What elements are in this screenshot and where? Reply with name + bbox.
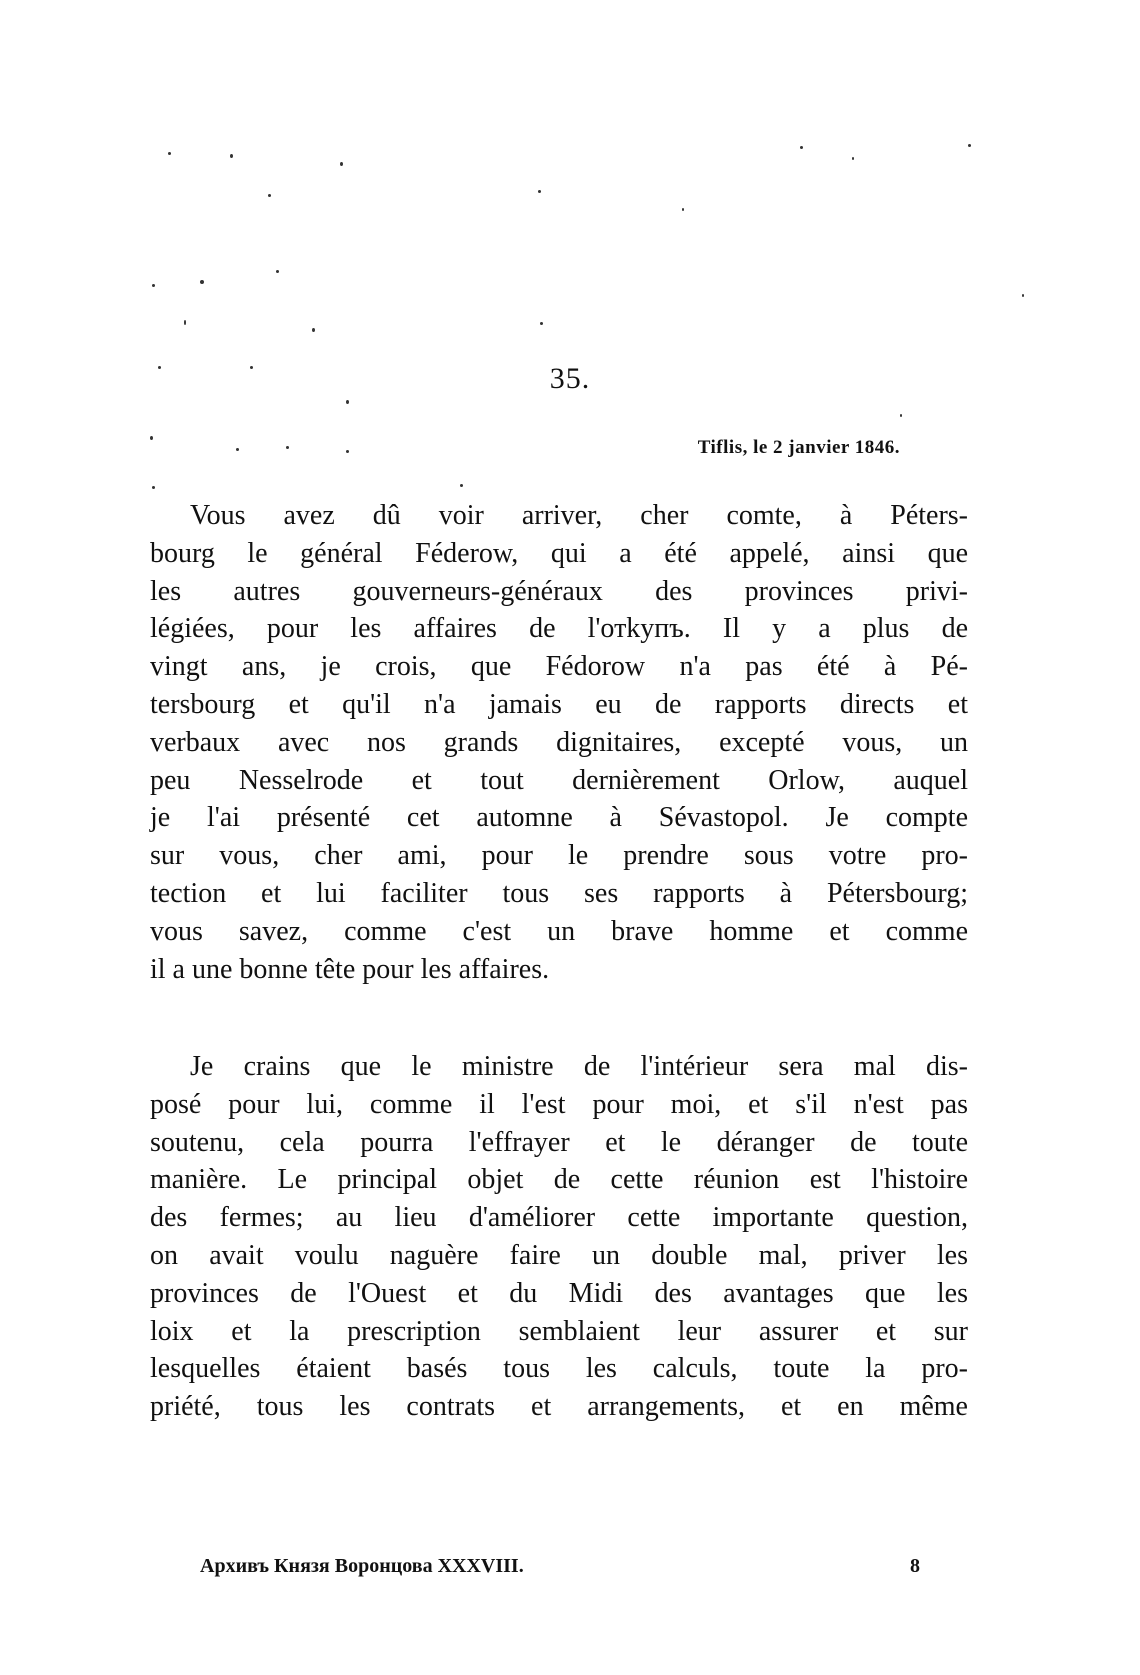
scan-speck	[230, 154, 233, 158]
text-line: les autres gouverneurs-généraux des provinces privi-	[150, 575, 968, 607]
scan-speck	[460, 484, 463, 487]
scan-speck	[150, 436, 153, 440]
text-line: légiées, pour les affaires de l'отkупъ. Il y a plus de	[150, 613, 968, 645]
scan-speck	[276, 270, 279, 273]
signature-mark: Архивъ Князя Воронцова XXXVIII.	[200, 1555, 524, 1577]
text-line: soutenu, cela pourra l'effrayer et le déranger de toute	[150, 1126, 968, 1158]
scan-speck	[168, 152, 171, 155]
text-line: vingt ans, je crois, que Fédorow n'a pas été à Pé-	[150, 651, 968, 683]
scan-speck	[852, 157, 854, 160]
scan-speck	[200, 280, 204, 284]
text-line: sur vous, cher ami, pour le prendre sous votre pro-	[150, 840, 968, 872]
letter-number: 35.	[549, 362, 591, 395]
scan-speck	[268, 194, 271, 197]
sheet-number: 8	[910, 1555, 920, 1577]
scan-speck	[538, 190, 541, 193]
scan-speck	[540, 322, 543, 325]
scan-speck	[312, 328, 315, 332]
text-line: loix et la prescription semblaient leur assurer et sur	[150, 1315, 968, 1347]
scan-speck	[346, 450, 349, 453]
dateline: Tiflis, le 2 janvier 1846.	[697, 437, 900, 458]
text-line: priété, tous les contrats et arrangements, et en même	[150, 1391, 968, 1423]
scan-speck	[286, 446, 289, 449]
scan-speck	[346, 400, 349, 404]
text-line: Je crains que le ministre de l'intérieur sera mal dis-	[190, 1051, 968, 1082]
paragraph-2	[150, 1048, 968, 1426]
text-line: tection et lui faciliter tous ses rapports à Pétersbourg;	[150, 877, 968, 909]
scan-speck	[340, 162, 343, 166]
text-line: il a une bonne tête pour les affaires.	[150, 953, 550, 985]
scan-speck	[152, 486, 155, 489]
text-line: Vous avez dû voir arriver, cher comte, à Péters-	[190, 500, 968, 531]
scan-speck	[800, 146, 803, 149]
scan-speck	[152, 284, 155, 287]
text-line: on avait voulu naguère faire un double mal, priver les	[150, 1239, 968, 1271]
text-line: bourg le général Féderow, qui a été appelé, ainsi que	[150, 537, 968, 569]
text-line: posé pour lui, comme il l'est pour moi, et s'il n'est pas	[150, 1088, 968, 1120]
scan-speck	[968, 144, 971, 147]
text-line: vous savez, comme c'est un brave homme et comme	[150, 915, 968, 947]
scan-speck	[184, 320, 186, 325]
scan-speck	[1022, 294, 1024, 297]
text-line: provinces de l'Ouest et du Midi des avantages que les	[150, 1277, 968, 1309]
paragraph-1	[150, 497, 968, 988]
scan-speck	[682, 208, 684, 211]
text-line: peu Nesselrode et tout dernièrement Orlow, auquel	[150, 764, 968, 796]
text-line: lesquelles étaient basés tous les calculs, toute la pro-	[150, 1353, 968, 1385]
text-line: manière. Le principal objet de cette réunion est l'histoire	[150, 1164, 968, 1196]
text-line: verbaux avec nos grands dignitaires, excepté vous, un	[150, 726, 968, 758]
text-line: tersbourg et qu'il n'a jamais eu de rapports directs et	[150, 688, 968, 720]
text-line: des fermes; au lieu d'améliorer cette importante question,	[150, 1202, 968, 1234]
scan-speck	[900, 414, 902, 417]
text-line: je l'ai présenté cet automne à Sévastopol. Je compte	[150, 802, 968, 834]
scan-speck	[236, 448, 239, 451]
